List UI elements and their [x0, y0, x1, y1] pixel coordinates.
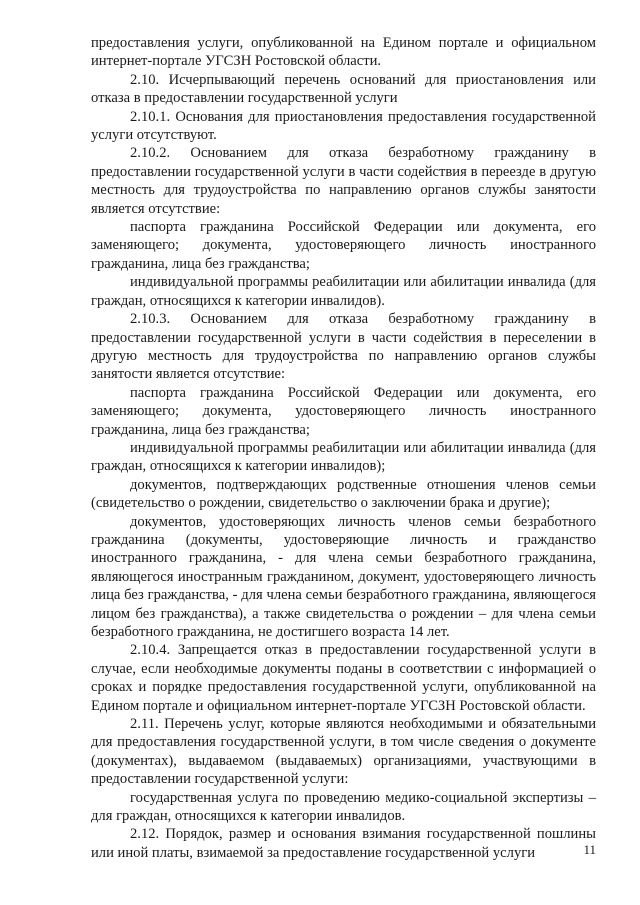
paragraph-2-10-2: 2.10.2. Основанием для отказа безработному гражданину в предоставлении государственной услуги в части содействия в переезде в другую местность для трудоустройства по направлению органов службы занятости является отсутствие: [91, 145, 596, 217]
page-number: 11 [583, 842, 596, 857]
paragraph-2-10: 2.10. Исчерпывающий перечень оснований для приостановления или отказа в предоставлении государственной услуги [91, 71, 596, 107]
paragraph-2-10-3-d: документов, удостоверяющих личность членов семьи безработного гражданина (документы, удостоверяющие личность и гражданство иностранного гражданина, - для члена семьи безработного гражданина, являющегося иностранным гражданином, документ, удостоверяющего личность лица без гражданства, - для члена семьи безработного гражданина, являющегося лицом без гражданства), а также свидетельства о рождении – для члена семьи безработного гражданина, не достигшего возраста 14 лет. [91, 513, 596, 640]
paragraph-2-10-3: 2.10.3. Основанием для отказа безработному гражданину в предоставлении государственной услуги в части содействия в переселении в другую местность для трудоустройства по направлению органов службы занятости является отсутствие: [91, 311, 596, 383]
paragraph-p-cont: предоставления услуги, опубликованной на Едином портале и официальном интернет-портале УГСЗН Ростовской области. [91, 35, 596, 70]
page-body [91, 34, 596, 862]
paragraph-2-10-2-a: паспорта гражданина Российской Федерации или документа, его заменяющего; документа, удостоверяющего личность иностранного гражданина, лица без гражданства; [91, 219, 596, 272]
paragraph-2-10-2-b: индивидуальной программы реабилитации или абилитации инвалида (для граждан, относящихся к категории инвалидов). [91, 274, 596, 309]
paragraph-2-10-1: 2.10.1. Основания для приостановления предоставления государственной услуги отсутствуют. [91, 108, 596, 144]
paragraph-2-11-a: государственная услуга по проведению медико-социальной экспертизы – для граждан, относящихся к категории инвалидов. [91, 789, 596, 825]
paragraph-2-10-3-a: паспорта гражданина Российской Федерации или документа, его заменяющего; документа, удостоверяющего личность иностранного гражданина, лица без гражданства; [91, 384, 596, 438]
paragraph-2-10-3-c: документов, подтверждающих родственные отношения членов семьи (свидетельство о рождении, свидетельство о заключении брака и другие); [91, 476, 596, 512]
paragraph-2-10-4: 2.10.4. Запрещается отказ в предоставлении государственной услуги в случае, если необходимые документы поданы в соответствии с информацией о сроках и порядке предоставления государственной услуги, опубликованной на Едином портале и официальном интернет-портале УГСЗН Ростовской области. [91, 642, 596, 714]
paragraph-2-10-3-b: индивидуальной программы реабилитации или абилитации инвалида (для граждан, относящихся к категории инвалидов); [91, 439, 596, 475]
paragraph-2-11: 2.11. Перечень услуг, которые являются необходимыми и обязательными для предоставления государственной услуги, в том числе сведения о документе (документах), выдаваемом (выдаваемых) организациями, участвующими в предоставлении государственной услуги: [91, 716, 596, 788]
paragraph-2-12: 2.12. Порядок, размер и основания взимания государственной пошлины или иной платы, взимаемой за предоставление государственной услуги [91, 826, 596, 861]
